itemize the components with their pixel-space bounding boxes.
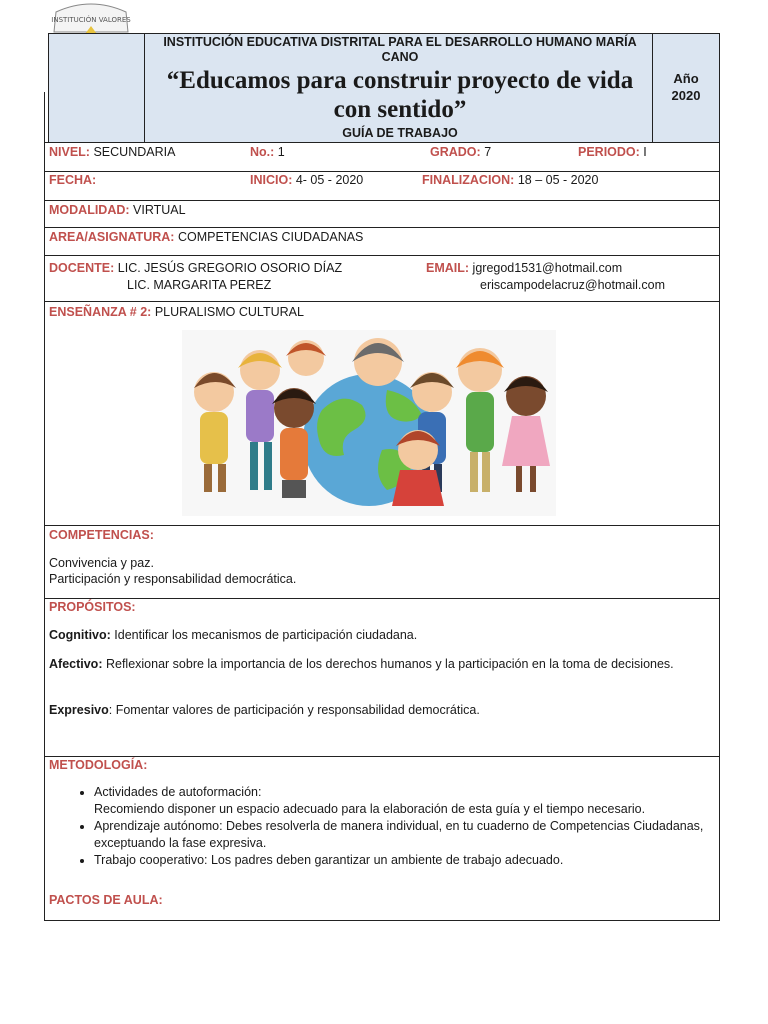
guide-subtitle: GUÍA DE TRABAJO	[342, 126, 458, 140]
modalidad-value: VIRTUAL	[133, 203, 186, 217]
email-1[interactable]: jgregod1531@hotmail.com	[472, 261, 623, 275]
number-label: No.:	[250, 145, 275, 159]
nivel-label: NIVEL:	[49, 145, 90, 159]
cognitivo-label: Cognitivo:	[49, 628, 111, 642]
competencia-2: Participación y responsabilidad democrática.	[49, 572, 297, 586]
finalizacion-field	[422, 173, 598, 187]
metodologia-label: METODOLOGÍA:	[49, 758, 148, 772]
year-value: 2020	[671, 88, 701, 103]
number-value: 1	[277, 145, 285, 159]
ensenanza-field	[49, 305, 304, 319]
docente-label: DOCENTE:	[49, 261, 115, 275]
area-value: COMPETENCIAS CIUDADANAS	[177, 230, 364, 244]
ensenanza-label: ENSEÑANZA # 2:	[49, 305, 152, 319]
grado-label: GRADO:	[430, 145, 481, 159]
periodo-field	[578, 145, 647, 159]
email-field	[426, 261, 622, 275]
area-label: AREA/ASIGNATURA:	[49, 230, 175, 244]
grado-field	[430, 145, 491, 159]
cognitivo-paragraph	[49, 627, 709, 644]
finalizacion-value: 18 – 05 - 2020	[517, 173, 599, 187]
school-logo	[48, 2, 134, 34]
metodologia-item: • Actividades de autoformación: Recomiendo disponer un espacio adecuado para la elaboración de esta guía y el tiempo necesario.	[94, 784, 734, 818]
afectivo-paragraph	[49, 656, 709, 673]
nivel-field	[49, 145, 175, 159]
metodologia-item: • Aprendizaje autónomo: Debes resolverla de manera individual, en tu cuaderno de Competencias Ciudadanas, exceptuando la fase expresiva.	[94, 818, 734, 852]
finalizacion-label: FINALIZACION:	[422, 173, 515, 187]
fecha-label: FECHA:	[49, 173, 97, 187]
propositos-label: PROPÓSITOS:	[49, 600, 136, 614]
expresivo-paragraph	[49, 702, 709, 719]
motto: “Educamos para construir proyecto de vida con sentido”	[166, 67, 634, 123]
afectivo-label: Afectivo:	[49, 657, 103, 671]
inicio-value: 4- 05 - 2020	[295, 173, 364, 187]
modalidad-label: MODALIDAD:	[49, 203, 130, 217]
expresivo-text: : Fomentar valores de participación y responsabilidad democrática.	[108, 703, 480, 717]
metodologia-item: • Trabajo cooperativo: Los padres deben garantizar un ambiente de trabajo adecuado.	[94, 852, 734, 869]
number-field	[250, 145, 285, 159]
children-globe-illustration	[182, 330, 556, 516]
expresivo-label: Expresivo	[49, 703, 109, 717]
pactos-label: PACTOS DE AULA:	[49, 893, 163, 907]
inicio-label: INICIO:	[250, 173, 293, 187]
grado-value: 7	[484, 145, 492, 159]
ensenanza-value: PLURALISMO CULTURAL	[154, 305, 304, 319]
modalidad-field	[49, 203, 186, 217]
inicio-field	[250, 173, 363, 187]
nivel-value: SECUNDARIA	[93, 145, 176, 159]
area-field	[49, 230, 363, 244]
email-2[interactable]: eriscampodelacruz@hotmail.com	[480, 278, 665, 292]
logo-text: INSTITUCIÓN VALORES	[51, 16, 131, 24]
year-box	[654, 70, 718, 104]
afectivo-text: Reflexionar sobre la importancia de los derechos humanos y la participación en la toma de decisiones.	[105, 657, 674, 671]
periodo-label: PERIODO:	[578, 145, 640, 159]
institution-title: INSTITUCIÓN EDUCATIVA DISTRITAL PARA EL DESARROLLO HUMANO MARÍA CANO	[163, 35, 637, 64]
year-label: Año	[673, 71, 699, 86]
periodo-value: I	[643, 145, 647, 159]
docente-field	[49, 261, 342, 275]
competencias-label: COMPETENCIAS:	[49, 528, 154, 542]
cognitivo-text: Identificar los mecanismos de participación ciudadana.	[114, 628, 418, 642]
metodologia-list	[72, 784, 734, 869]
docente-2: LIC. MARGARITA PEREZ	[127, 278, 272, 292]
competencia-1: Convivencia y paz.	[49, 556, 154, 570]
email-label: EMAIL:	[426, 261, 470, 275]
docente-1: LIC. JESÚS GREGORIO OSORIO DÍAZ	[117, 261, 343, 275]
